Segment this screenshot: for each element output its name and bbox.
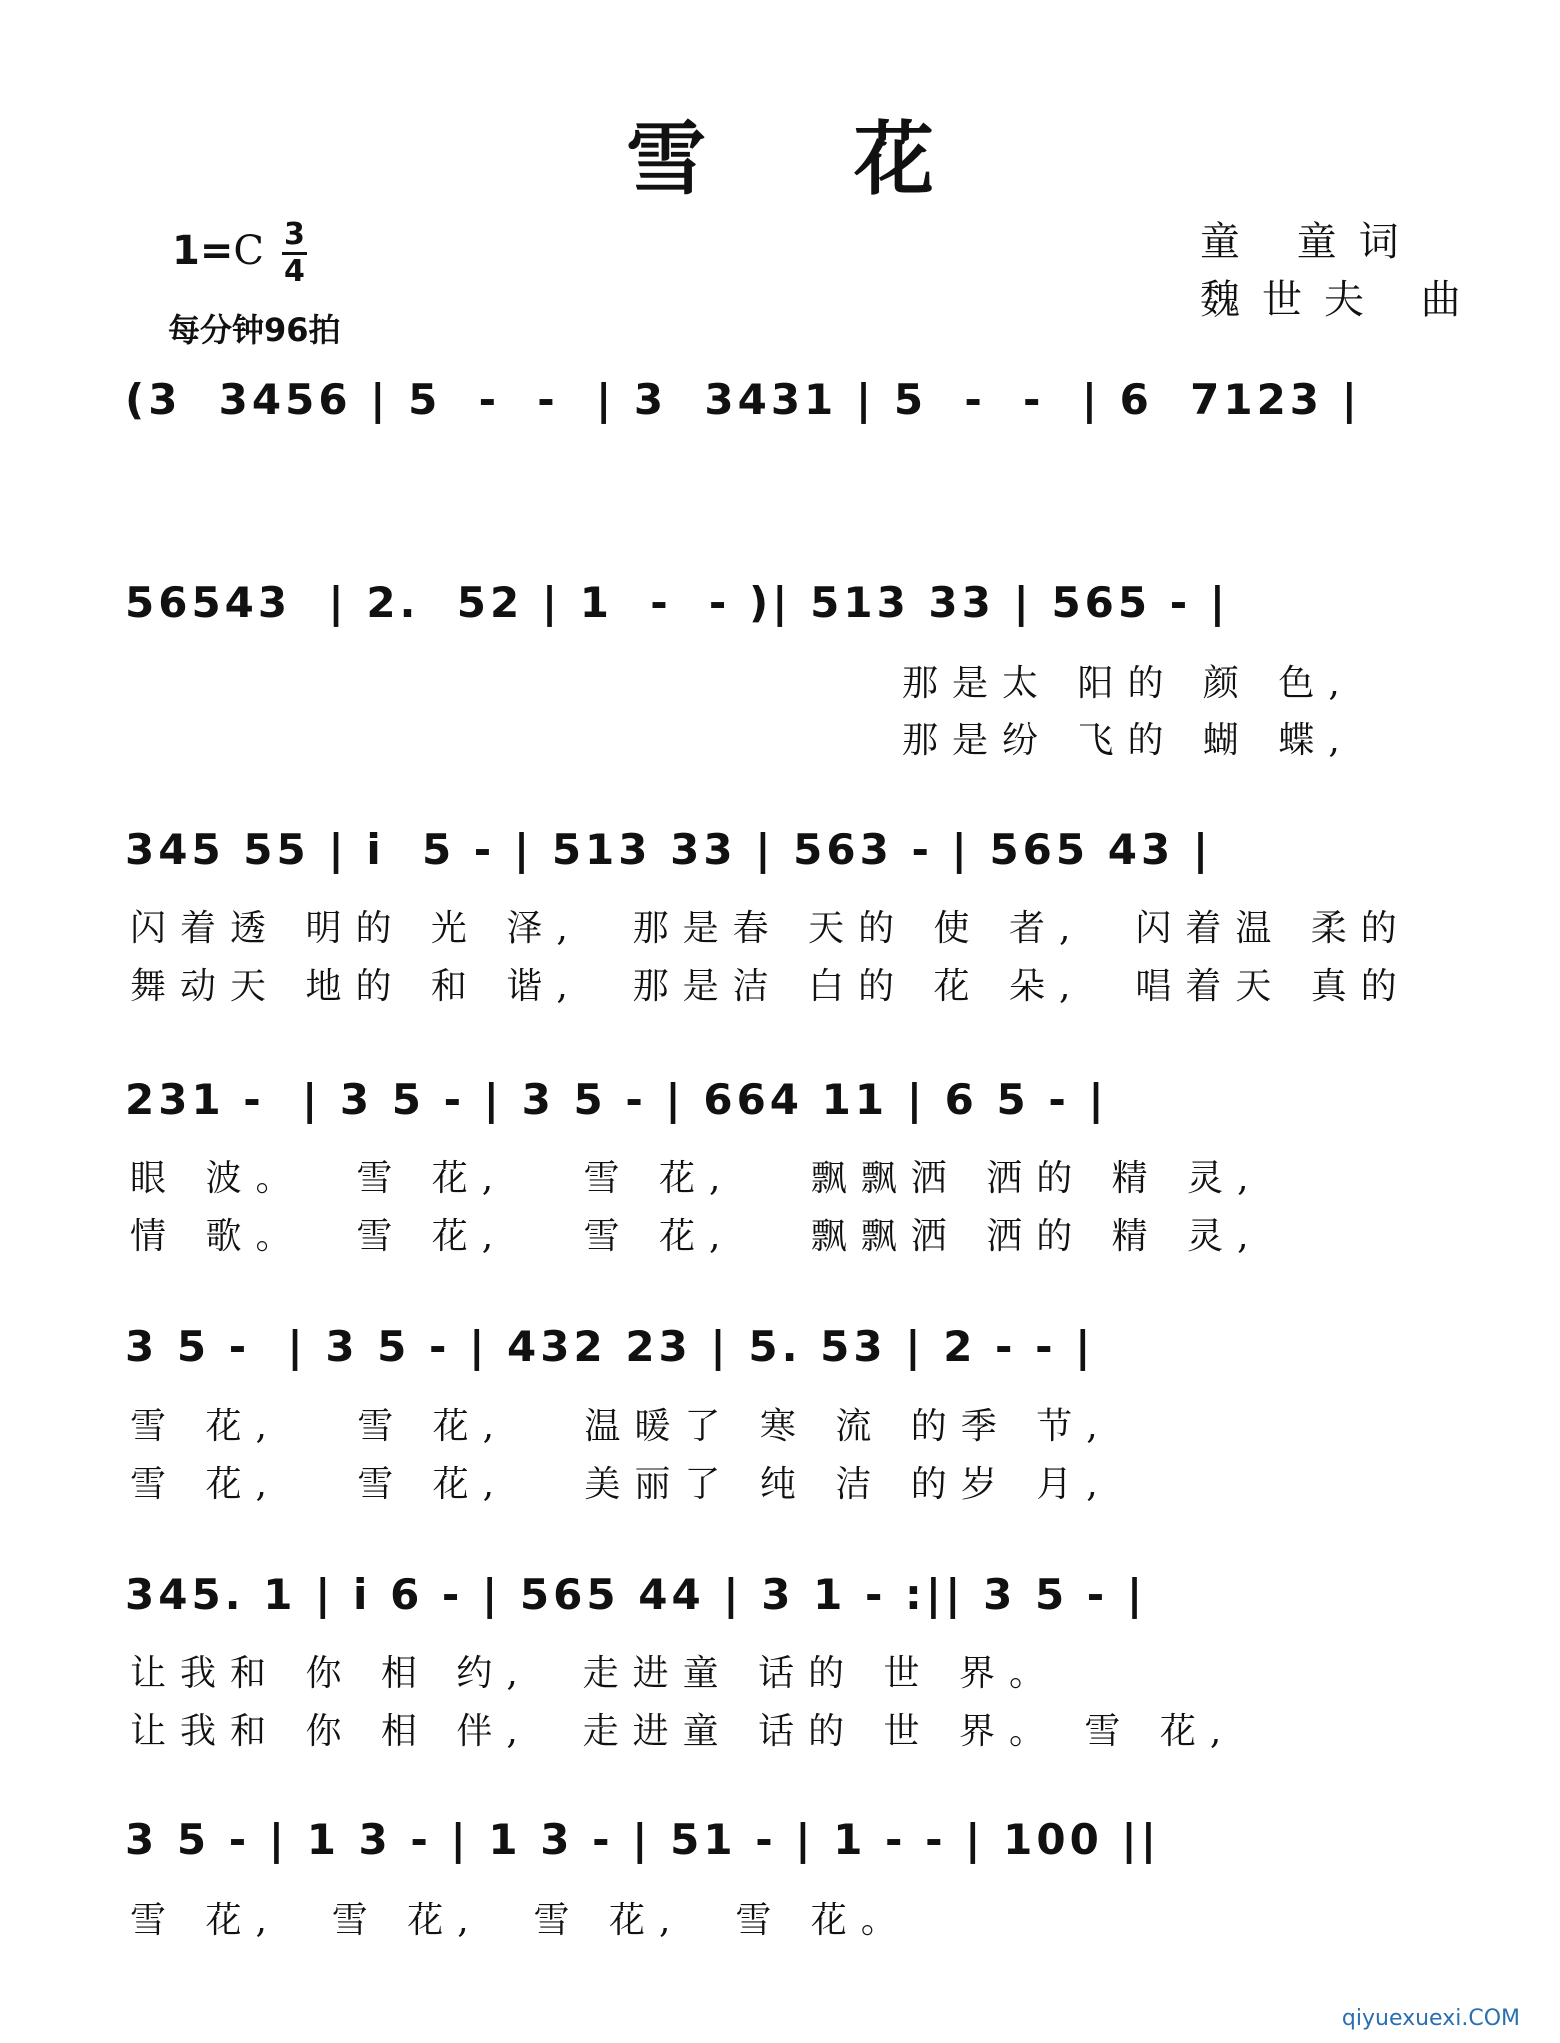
time-signature-bottom: 4	[284, 254, 305, 289]
system-1-notes: (3 3456 | 5 - - | 3 3431 | 5 - - | 6 7123 |	[125, 375, 1361, 424]
system-3-notes: 345 55 | i 5 - | 513 33 | 563 - | 565 43 |	[125, 825, 1213, 874]
tempo-marking: 每分钟96拍	[168, 311, 341, 349]
system-2-notes: 56543 | 2. 52 | 1 - - )| 513 33 | 565 - |	[125, 578, 1230, 627]
system-5-lyrics-verse-1: 雪 花, 雪 花, 温暖了 寒 流 的季 节,	[130, 1406, 1112, 1447]
system-3-lyrics-verse-1: 闪着透 明的 光 泽, 那是春 天的 使 者, 闪着温 柔的	[130, 908, 1411, 949]
key-prefix: 1=	[172, 228, 234, 274]
system-3-lyrics-verse-2: 舞动天 地的 和 谐, 那是洁 白的 花 朵, 唱着天 真的	[130, 966, 1411, 1007]
time-signature	[282, 218, 307, 289]
watermark: qiyuexuexi.COM	[1341, 2006, 1520, 2031]
song-title: 雪 花	[626, 112, 994, 206]
lyricist-credit: 童 童词	[1200, 219, 1421, 265]
composer-credit: 魏世夫 曲	[1200, 277, 1483, 323]
system-2-lyrics-verse-1: 那是太 阳的 颜 色,	[902, 663, 1354, 704]
system-5-lyrics-verse-2: 雪 花, 雪 花, 美丽了 纯 洁 的岁 月,	[130, 1464, 1112, 1505]
system-4-lyrics-verse-2: 情 歌。 雪 花, 雪 花, 飘飘洒 洒的 精 灵,	[130, 1216, 1263, 1257]
system-4-lyrics-verse-1: 眼 波。 雪 花, 雪 花, 飘飘洒 洒的 精 灵,	[130, 1158, 1263, 1199]
system-6-notes: 345. 1 | i 6 - | 565 44 | 3 1 - :|| 3 5 - |	[125, 1570, 1147, 1619]
system-4-notes: 231 - | 3 5 - | 3 5 - | 664 11 | 6 5 - |	[125, 1075, 1108, 1124]
system-2-lyrics-verse-2: 那是纷 飞的 蝴 蝶,	[902, 720, 1354, 761]
system-6-lyrics-verse-2: 让我和 你 相 伴, 走进童 话的 世 界。 雪 花,	[130, 1711, 1236, 1752]
system-7-notes: 3 5 - | 1 3 - | 1 3 - | 51 - | 1 - - | 100 ||	[125, 1815, 1161, 1864]
time-signature-top: 3	[282, 218, 307, 255]
system-6-lyrics-verse-1: 让我和 你 相 约, 走进童 话的 世 界。	[130, 1653, 1059, 1694]
key-signature	[172, 228, 264, 274]
system-7-lyrics: 雪 花, 雪 花, 雪 花, 雪 花。	[130, 1900, 911, 1941]
key-tonic: C	[233, 228, 264, 274]
system-5-notes: 3 5 - | 3 5 - | 432 23 | 5. 53 | 2 - - |	[125, 1322, 1095, 1371]
